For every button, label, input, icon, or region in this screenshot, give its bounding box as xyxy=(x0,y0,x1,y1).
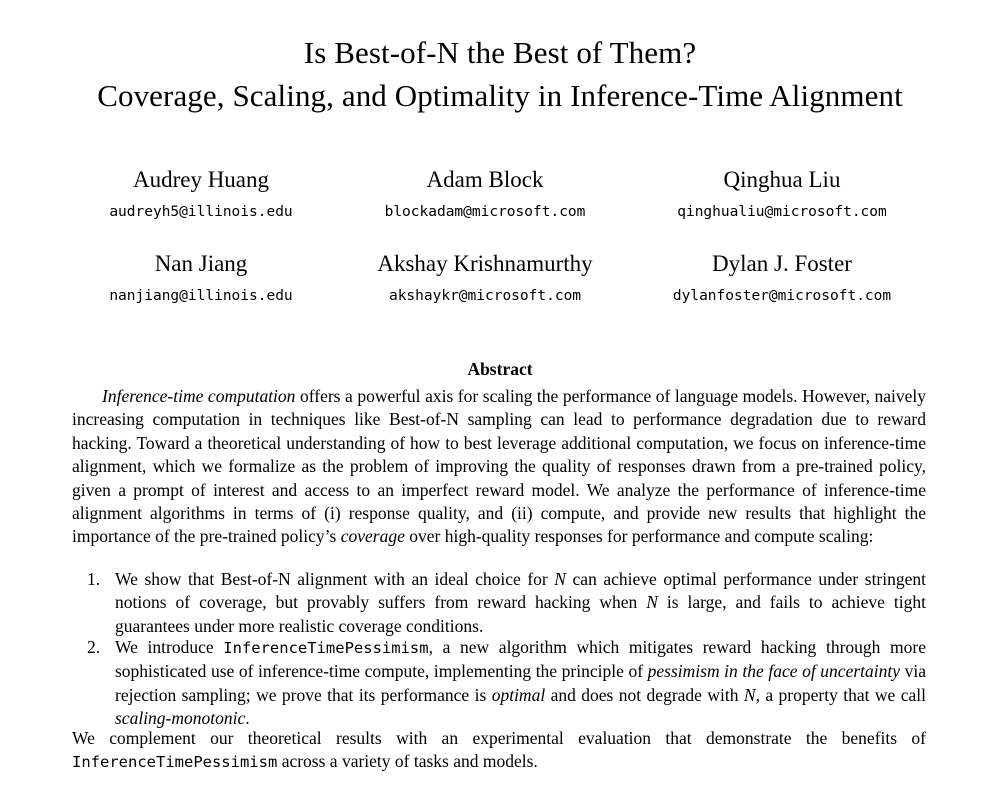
title-line-1: Is Best-of-N the Best of Them? xyxy=(303,35,697,70)
author-email: audreyh5@illinois.edu xyxy=(109,204,293,220)
algorithm-name: InferenceTimePessimism xyxy=(72,753,278,772)
emphasis: optimal xyxy=(491,684,546,705)
emphasis: coverage xyxy=(340,526,405,547)
author-name: Akshay Krishnamurthy xyxy=(377,251,593,276)
author-name: Nan Jiang xyxy=(154,251,248,276)
list-number: 1. xyxy=(87,569,101,589)
emphasis: scaling-monotonic xyxy=(115,708,246,729)
title-line-2: Coverage, Scaling, and Optimality in Inference-Time Alignment xyxy=(97,78,903,113)
abstract-heading: Abstract xyxy=(467,359,533,379)
author-email: nanjiang@illinois.edu xyxy=(109,288,293,304)
abstract-paragraph-2: We complement our theoretical results with an experimental evaluation that demonstrate the benefits of InferenceTimePessimism across a variety of tasks and models. xyxy=(72,728,926,772)
author-name: Audrey Huang xyxy=(132,167,270,192)
author-email: qinghualiu@microsoft.com xyxy=(677,204,887,220)
algorithm-name: InferenceTimePessimism xyxy=(223,639,429,657)
abstract-paragraph-1 xyxy=(72,385,926,549)
author-block xyxy=(51,166,351,222)
author-name: Adam Block xyxy=(426,167,544,192)
text: over high-quality responses for performance and compute scaling: xyxy=(404,526,874,547)
author-block xyxy=(51,250,351,306)
author-block xyxy=(632,250,932,306)
author-email: akshaykr@microsoft.com xyxy=(388,288,582,304)
emphasis: pessimism in the face of uncertainty xyxy=(647,661,901,682)
author-name: Dylan J. Foster xyxy=(712,251,852,276)
author-block xyxy=(335,250,635,306)
text: offers a powerful axis for scaling the performance of language models. However, naively increasing computation in techniques like Best-of-N sampling can lead to performance degradation due to reward hacking. Toward a theoretical understanding of how to best leverage additional computation, we focus on inference-time alignment, which we formalize as the problem of improving the quality of responses drawn from a pre-trained policy, given a prompt of interest and access to an imperfect reward model. We analyze the performance of inference-time alignment algorithms in terms of (i) response quality, and (ii) compute, and provide new results that highlight the importance of the pre-trained policy’s xyxy=(72,386,926,547)
list-item-text: We introduce InferenceTimePessimism, a new algorithm which mitigates reward hacking through more sophisticated use of inference-time compute, implementing the principle of pessimism in the face of uncertainty via rejection sampling; we prove that its performance is optimal and does not degrade with N, a property that we call scaling-monotonic. xyxy=(115,637,926,729)
author-block xyxy=(335,166,635,222)
author-block xyxy=(632,166,932,222)
math-var: N xyxy=(646,592,658,613)
math-var: N xyxy=(554,569,566,589)
author-name: Qinghua Liu xyxy=(723,167,841,192)
list-item-text: We show that Best-of-N alignment with an ideal choice for N can achieve optimal performance under stringent notions of coverage, but provably suffers from reward hacking when N is large, and fails to achieve tight guarantees under more realistic coverage conditions. xyxy=(115,569,927,636)
author-email: dylanfoster@microsoft.com xyxy=(672,288,892,304)
math-var: N xyxy=(743,684,756,705)
emphasis: Inference-time computation xyxy=(102,386,296,406)
author-email: blockadam@microsoft.com xyxy=(384,204,586,220)
list-number: 2. xyxy=(87,637,101,657)
